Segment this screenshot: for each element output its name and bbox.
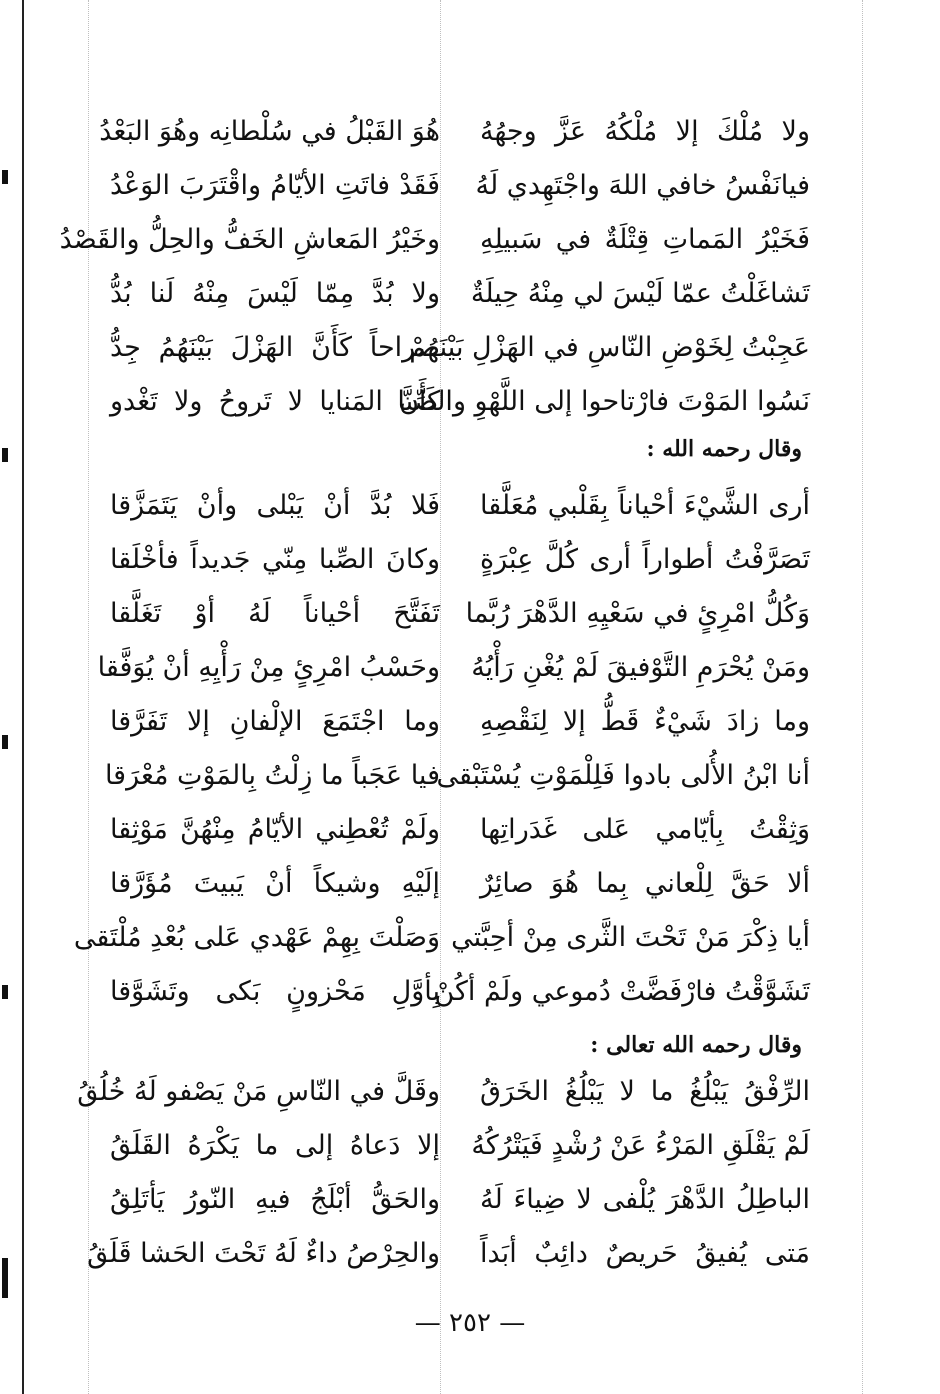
second-hemistich: فَقَدْ فاتَتِ الأيّامُ واقْتَرَبَ الوَعْدُ: [110, 170, 440, 201]
second-hemistich: إلَيْهِ وشيكاً أنْ يَبيتَ مُؤَرَّقا: [110, 868, 440, 899]
second-hemistich: وقَلَّ في النّاسِ مَنْ يَصْفو لَهُ خُلُقُ: [77, 1076, 440, 1107]
verse-row: [110, 1119, 810, 1173]
poem-heading: وقال رحمه الله تعالى :: [590, 1032, 802, 1058]
verse-row: [110, 533, 810, 587]
verse-row: [99, 105, 810, 159]
second-hemistich: وكانَ الصِّبا مِنّي جَديداً فأخْلَقا: [110, 544, 440, 575]
page-number: — ٢٥٢ —: [414, 1308, 526, 1338]
first-hemistich: الباطِلُ الدَّهْرَ يُلْفى لا ضِياءَ لَهُ: [480, 1184, 810, 1215]
verse-row: [110, 321, 810, 375]
verse-row: [110, 695, 810, 749]
second-hemistich: هُوَ القَبْلُ في سُلْطانِه وهُوَ البَعْدُ: [99, 116, 440, 147]
first-hemistich: تَشَوَّقْتُ فارْفَضَّتْ دُموعي ولَمْ أكُنْ: [434, 976, 810, 1007]
verse-row: [110, 857, 810, 911]
first-hemistich: فَخَيْرُ المَماتِ قِتْلَةٌ في سَبيلِهِ: [480, 224, 810, 255]
first-hemistich: نَسُوا المَوْتَ فارْتاحوا إلى اللَّهْوِ والصِّبا: [397, 386, 810, 417]
stanza-2: [73, 479, 810, 1019]
first-hemistich: وَثِقْتُ بِأيّامي عَلى غَدَراتِها: [480, 814, 810, 845]
first-hemistich: تَشاغَلْتُ عمّا لَيْسَ لي مِنْهُ حِيلَةٌ: [470, 278, 810, 309]
verse-row: [59, 213, 810, 267]
stanza-1: [59, 105, 810, 429]
first-hemistich: الرِّفْقُ يَبْلُغُ ما لا يَبْلُغُ الخَرَقُ: [480, 1076, 810, 1107]
second-hemistich: وخَيْرُ المَعاشِ الخَفُّ والحِلُّ والقَصْدُ: [59, 224, 440, 255]
verse-row: [104, 749, 810, 803]
second-hemistich: والحَقُّ أبْلَجُ فيهِ النّورُ يَأتَلِقُ: [110, 1184, 440, 1215]
first-hemistich: ألا حَقَّ لِلْعاني بِما هُوَ صائِرٌ: [480, 868, 810, 899]
second-hemistich: فَلا بُدَّ أنْ يَبْلى وأنْ يَتَمَزَّقا: [110, 490, 440, 521]
margin-mark: [2, 170, 8, 184]
second-hemistich: بِأوَّلِ مَحْزونٍ بَكى وتَشَوَّقا: [110, 976, 440, 1007]
second-hemistich: كَأَنَّ المَنايا لا تَروحُ ولا تَغْدو: [110, 386, 440, 417]
margin-mark: [2, 448, 8, 462]
first-hemistich: عَجِبْتُ لِخَوْضِ النّاسِ في الهَزْلِ بَيْنَهُمْ: [409, 332, 810, 363]
second-hemistich: إلا دَعاهُ إلى ما يَكْرَهُ القَلَقُ: [110, 1130, 440, 1161]
verse-row: [110, 479, 810, 533]
second-hemistich: وحَسْبُ امْرِئٍ مِنْ رَأْيِهِ أنْ يُوَفَّقا: [97, 652, 440, 683]
first-hemistich: وما زادَ شَيْءٌ قَطُّ إلا لِنَقْصِهِ: [480, 706, 810, 737]
scan-guide-line: [88, 0, 89, 1394]
verse-row: [87, 1227, 810, 1281]
verse-row: [97, 641, 810, 695]
first-hemistich: تَصَرَّفْتُ أطواراً أرى كُلَّ عِبْرَةٍ: [480, 544, 810, 575]
scan-guide-line: [862, 0, 863, 1394]
verse-row: [110, 587, 810, 641]
first-hemistich: فيانَفْسُ خافي اللهَ واجْتَهِدي لَهُ: [475, 170, 810, 201]
verse-row: [73, 911, 810, 965]
verse-row: [110, 965, 810, 1019]
first-hemistich: لَمْ يَقْلَقِ المَرْءُ عَنْ رُشْدٍ فَيَتْرُكُهُ: [471, 1130, 810, 1161]
second-hemistich: والحِرْصُ داءٌ لَهُ تَحْتَ الحَشا قَلَقُ: [87, 1238, 440, 1269]
verse-row: [110, 267, 810, 321]
margin-mark: [2, 985, 8, 999]
stanza-3: [77, 1065, 810, 1281]
first-hemistich: أرى الشَّيْءَ أحْياناً بِقَلْبي مُعَلَّقا: [480, 490, 810, 521]
second-hemistich: وَصَلْتَ بِهِمْ عَهْدي عَلى بُعْدِ مُلْتَقى: [73, 922, 440, 953]
poem-heading: وقال رحمه الله :: [646, 436, 802, 462]
second-hemistich: وما اجْتَمَعَ الإلْفانِ إلا تَفَرَّقا: [110, 706, 440, 737]
verse-row: [77, 1065, 810, 1119]
poem-page: [59, 100, 810, 1281]
second-hemistich: ولا بُدَّ مِمّا لَيْسَ مِنْهُ لَنا بُدُّ: [110, 278, 440, 309]
second-hemistich: صراحاً كَأَنَّ الهَزْلَ بَيْنَهُمُ جِدُّ: [110, 332, 440, 363]
margin-mark: [2, 735, 8, 749]
margin-mark: [2, 1258, 8, 1298]
first-hemistich: مَتى يُفيقُ حَريصٌ دائِبٌ أبَداً: [480, 1238, 810, 1269]
first-hemistich: أنا ابْنُ الأُلى بادوا فَلِلْمَوْتِ يُسْتَبْقى: [436, 760, 810, 791]
verse-row: [110, 159, 810, 213]
first-hemistich: ولا مُلْكَ إلا مُلْكُهُ عَزَّ وجهُهُ: [480, 116, 810, 147]
second-hemistich: فيا عَجَباً ما زِلْتُ بِالمَوْتِ مُعْرَقا: [104, 760, 440, 791]
second-hemistich: تَفَتَّحَ أحْياناً لَهُ أوْ تَغَلَّقا: [110, 598, 440, 629]
first-hemistich: ومَنْ يُحْرَمِ التَّوْفيقَ لَمْ يُغْنِ رَأْيُهُ: [471, 652, 810, 683]
first-hemistich: أيا ذِكْرَ مَنْ تَحْتَ الثَّرى مِنْ أحِبَّتي: [451, 922, 810, 953]
verse-row: [110, 375, 810, 429]
verse-row: [110, 1173, 810, 1227]
first-hemistich: وَكُلُّ امْرِئٍ في سَعْيِهِ الدَّهْرَ رُبَّما: [465, 598, 810, 629]
verse-row: [110, 803, 810, 857]
page-edge-line: [22, 0, 24, 1394]
second-hemistich: ولَمْ تُعْطِني الأيّامُ مِنْهُنَّ مَوْثِقا: [110, 814, 440, 845]
